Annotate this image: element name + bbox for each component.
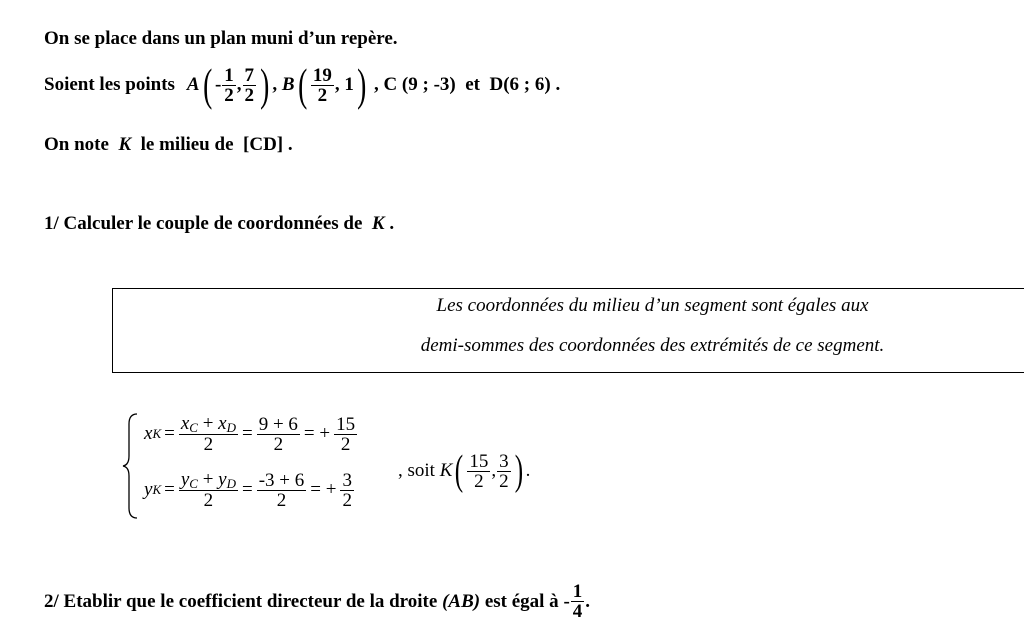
points-lead: Soient les points bbox=[44, 74, 175, 95]
left-brace bbox=[122, 412, 140, 520]
rule-line-2: demi-sommes des coordonnées des extrémités de ce segment. bbox=[420, 335, 885, 356]
note-k: K bbox=[118, 134, 132, 155]
yk-equation: y K = $\frac{y_C + y_D}{2}$ = $\frac{-3 + 6}{2}$ = + $\frac{3}{2}$ bbox=[144, 469, 352, 511]
coordinate-calculation bbox=[122, 412, 572, 524]
point-c: C (9 ; -3) bbox=[383, 74, 456, 95]
question-1: 1/ Calculer le couple de coordonnées de K . bbox=[44, 213, 395, 234]
point-a-coords: ( - $\frac{1}{2}$ , $\frac{7}{2}$ ) bbox=[202, 59, 270, 110]
k-result: , soit K ( $\frac{15}{2}$ , $\frac{3}{2}$ ) . bbox=[398, 448, 531, 494]
rule-line-1: Les coordonnées du milieu d’un segment sont égales aux bbox=[436, 295, 869, 316]
note-line: On note K le milieu de [CD] . bbox=[44, 134, 293, 155]
point-d: D(6 ; 6) bbox=[489, 74, 551, 95]
rule-box bbox=[112, 288, 1024, 373]
point-b-name: B bbox=[281, 74, 295, 95]
point-b-coords: ( $\frac{19}{2}$ , 1 ) bbox=[297, 59, 367, 110]
intro-text: On se place dans un plan muni d’un repère. bbox=[44, 28, 398, 49]
line-ab: (AB) bbox=[442, 590, 481, 612]
point-a-name: A bbox=[186, 74, 200, 95]
xk-equation: x K = $\frac{x_C + x_D}{2}$ = $\frac{9 + 6}{2}$ = + $\frac{15}{2}$ bbox=[144, 413, 356, 455]
note-segment: [CD] bbox=[243, 134, 284, 155]
points-et: et bbox=[465, 74, 480, 95]
slope-fraction: $\frac{1}{4}$ bbox=[572, 581, 583, 622]
points-line: Soient les points A ( - $\frac{1}{2}$ , $\frac{7}{2}$ ) , B ( $\frac{19}{2}$ , 1 ) , C (9 ; -3) et D(6 ; 6) . bbox=[44, 59, 561, 110]
question-2: 2/ Etablir que le coefficient directeur de la droite (AB) est égal à - $\frac{1}{4}$ . bbox=[44, 581, 591, 622]
